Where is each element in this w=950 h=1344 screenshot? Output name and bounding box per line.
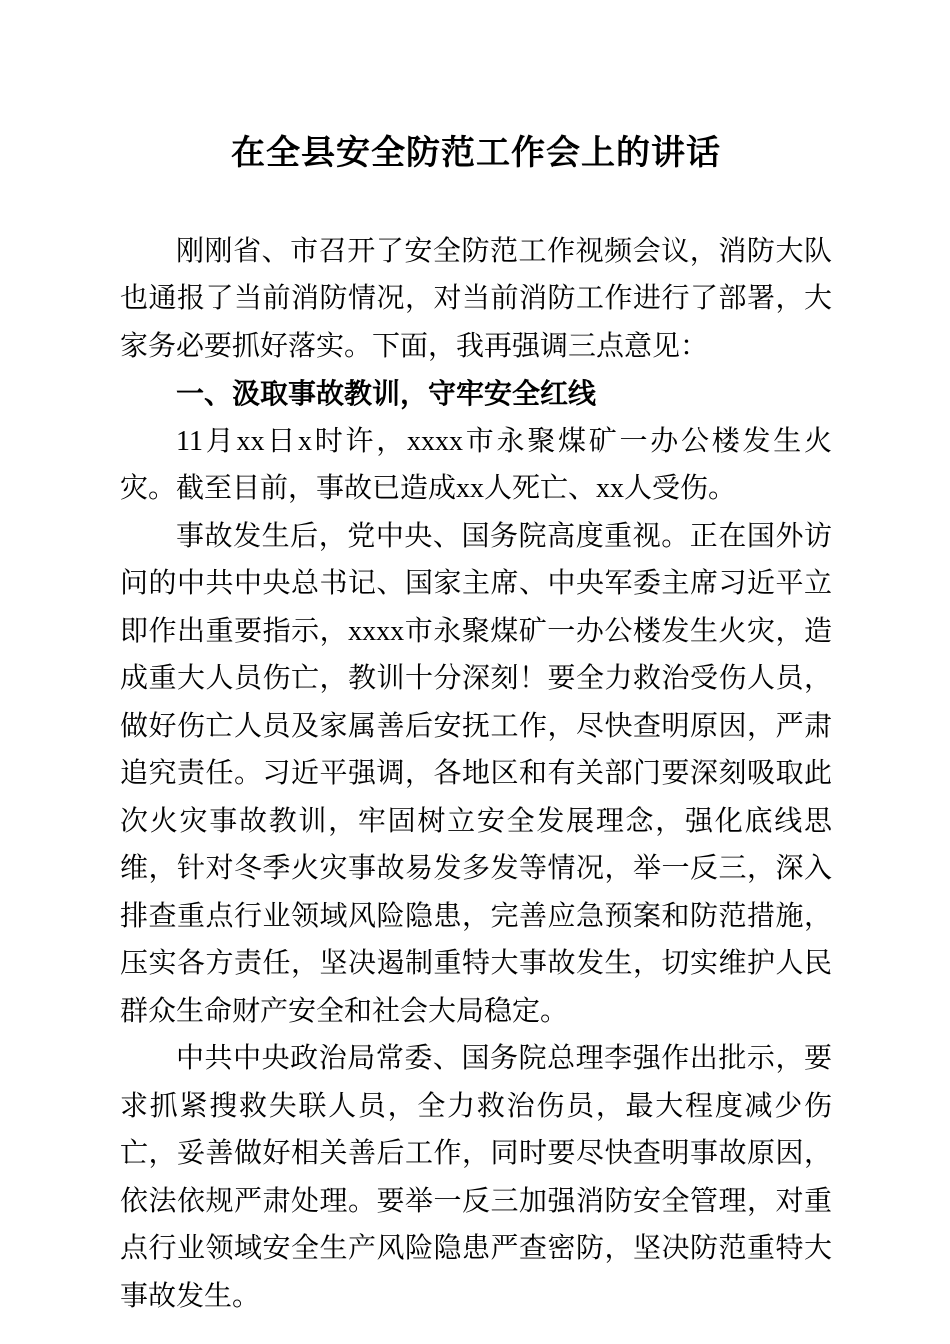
paragraph-incident: 11月xx日x时许，xxxx市永聚煤矿一办公楼发生火灾。截至目前，事故已造成xx人死亡、xx人受伤。 — [120, 425, 832, 504]
section-heading-1: 一、汲取事故教训，守牢安全红线 — [176, 378, 597, 409]
document-title: 在全县安全防范工作会上的讲话 — [231, 135, 721, 172]
paragraph-central-response: 事故发生后，党中央、国务院高度重视。正在国外访问的中共中央总书记、国家主席、中央军委主席习近平立即作出重要指示，xxxx市永聚煤矿一办公楼发生火灾，造成重大人员伤亡，教训十分深刻！要全力救治受伤人员，做好伤亡人员及家属善后安抚工作，尽快查明原因，严肃追究责任。习近平强调，各地区和有关部门要深刻吸取此次火灾事故教训，牢固树立安全发展理念，强化底线思维，针对冬季火灾事故易发多发等情况，举一反三，深入排查重点行业领域风险隐患，完善应急预案和防范措施，压实各方责任，坚决遏制重特大事故发生，切实维护人民群众生命财产安全和社会大局稳定。 — [120, 520, 832, 1027]
paragraph-premier-instructions: 中共中央政治局常委、国务院总理李强作出批示，要求抓紧搜救失联人员，全力救治伤员，最大程度减少伤亡，妥善做好相关善后工作，同时要尽快查明事故原因，依法依规严肃处理。要举一反三加强消防安全管理，对重点行业领域安全生产风险隐患严查密防，坚决防范重特大事故发生。 — [120, 1043, 832, 1312]
paragraph-intro: 刚刚省、市召开了安全防范工作视频会议，消防大队也通报了当前消防情况，对当前消防工作进行了部署，大家务必要抓好落实。下面，我再强调三点意见： — [120, 235, 832, 362]
